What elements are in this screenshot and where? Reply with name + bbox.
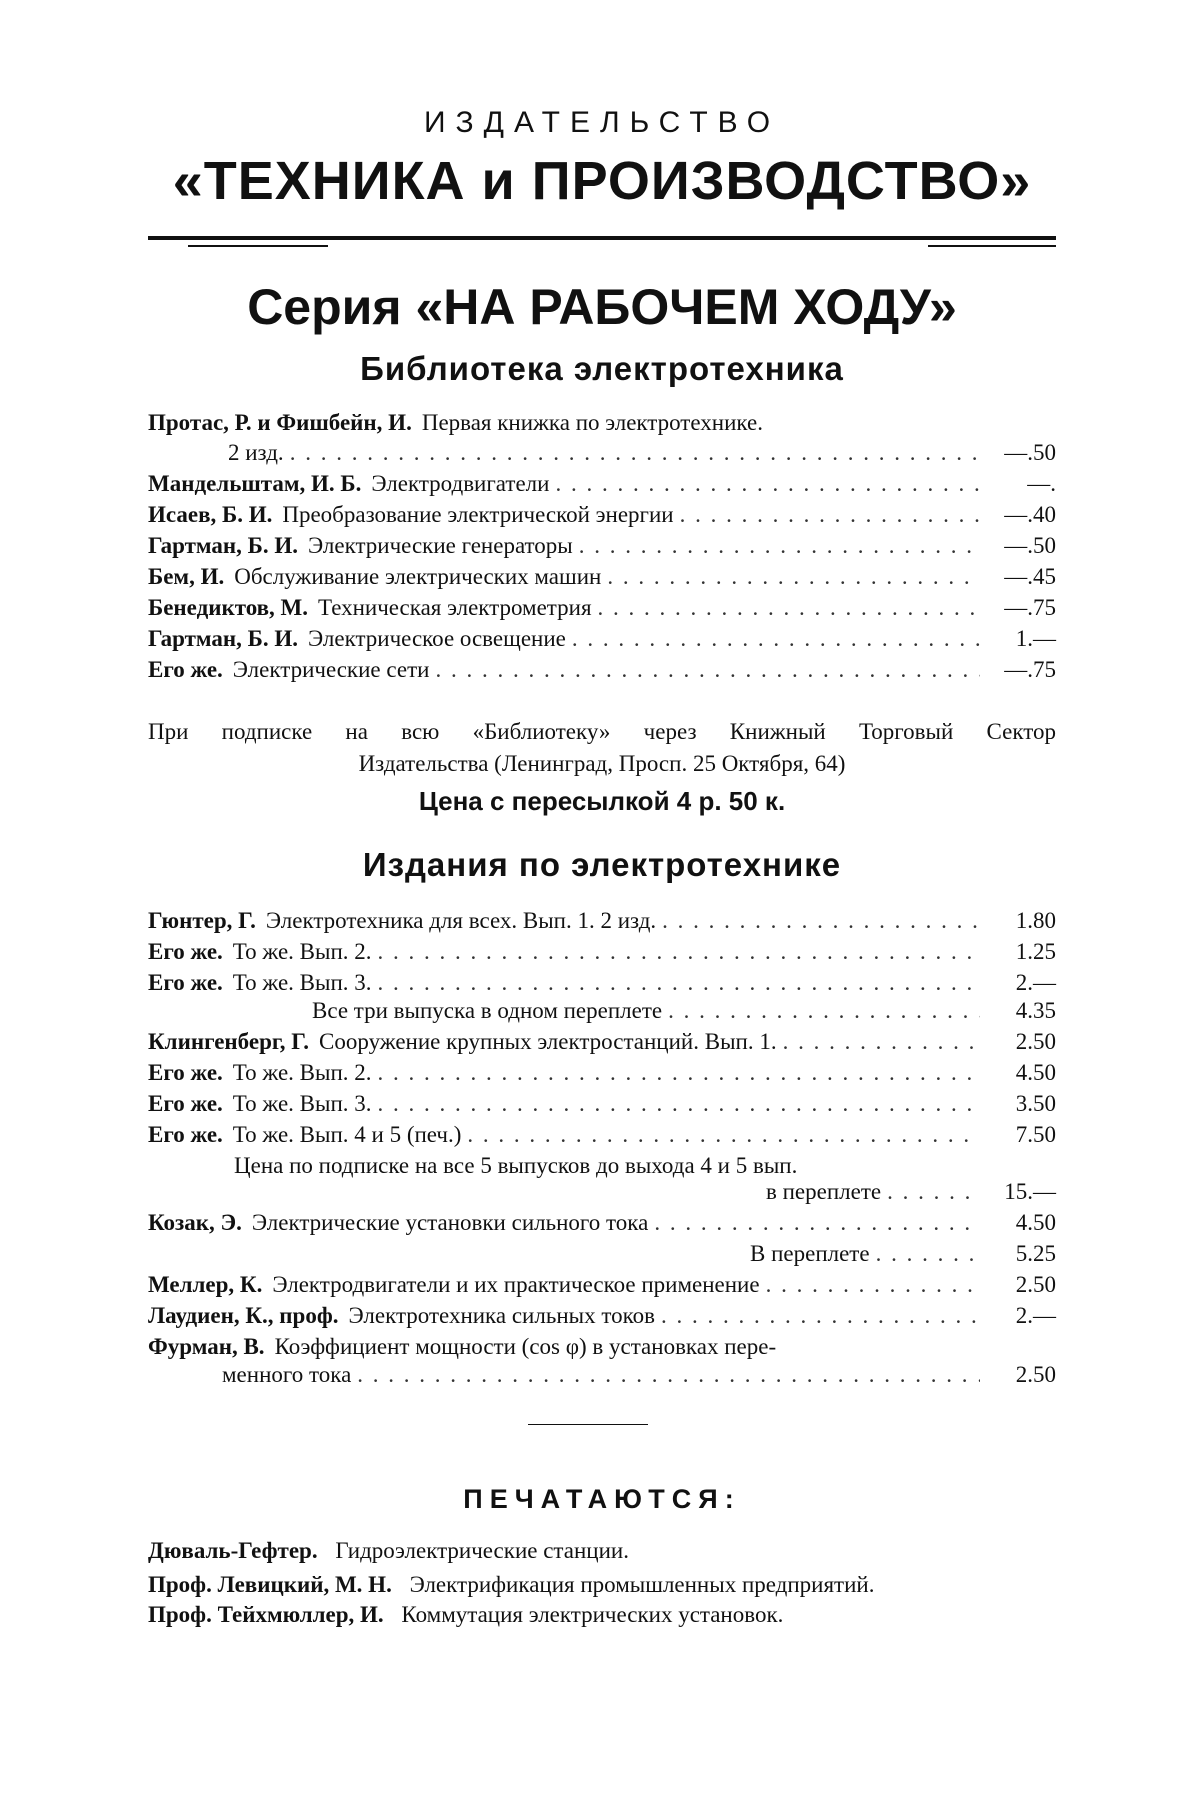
entry-title: менного тока [222, 1362, 352, 1387]
entry-title: Электротехника сильных токов [348, 1303, 655, 1328]
leader-dots [607, 562, 980, 592]
forthcoming-entry [148, 1570, 1056, 1600]
entry-author: Козак, Э. [148, 1210, 242, 1235]
leader-dots [887, 1177, 980, 1207]
leader-dots [378, 1089, 980, 1119]
entry-price: 5.25 [1015, 1241, 1056, 1266]
publisher-name: «ТЕХНИКА и ПРОИЗВОДСТВО» [172, 151, 1032, 211]
entry-price: —.75 [1004, 657, 1056, 682]
entry-price: 1.80 [1015, 908, 1056, 933]
forthcoming-title: ПЕЧАТАЮТСЯ: [463, 1484, 741, 1514]
entry-author: Гюнтер, Г. [148, 908, 256, 933]
library-title: Библиотека электротехника [360, 350, 844, 387]
leader-dots [783, 1027, 980, 1057]
entry-price: 7.50 [1015, 1122, 1056, 1147]
entry-author: Его же. [148, 657, 223, 682]
entry-title: Электрификация промышленных предприятий. [409, 1572, 875, 1597]
entry-price: 2.50 [1015, 1029, 1056, 1054]
leader-dots [435, 655, 980, 685]
entry-title: Сооружение крупных электростанций. Вып. 1. [319, 1029, 777, 1054]
electro-entry [148, 906, 1056, 936]
catalog-page [148, 0, 1056, 1800]
entry-title: Электротехника для всех. Вып. 1. 2 изд. [265, 908, 657, 933]
leader-dots [579, 531, 980, 561]
publisher-label: ИЗДАТЕЛЬСТВО [423, 106, 781, 139]
entry-author: Протас, Р. и Фишбейн, И. [148, 410, 412, 435]
electro-entry [148, 1239, 1056, 1269]
entry-author: Лаудиен, К., проф. [148, 1303, 339, 1328]
entry-author: Бенедиктов, М. [148, 595, 309, 620]
entry-price: 4.35 [1015, 998, 1056, 1023]
entry-title: То же. Вып. 2. [232, 1060, 372, 1085]
leader-dots [766, 1270, 980, 1300]
entry-author: Исаев, Б. И. [148, 502, 273, 527]
entry-price: 2.— [1015, 970, 1056, 995]
leader-dots [378, 1058, 980, 1088]
library-entry [148, 531, 1056, 561]
entry-title: Первая книжка по электротехнике. [421, 410, 763, 435]
library-entry [148, 408, 1056, 438]
entry-author: Его же. [148, 939, 223, 964]
entry-price: —.50 [1004, 533, 1056, 558]
electro-entry [148, 1208, 1056, 1238]
header-rule [148, 236, 1056, 240]
leader-dots [290, 438, 980, 468]
leader-dots [598, 593, 980, 623]
entry-price: —.45 [1004, 564, 1056, 589]
entry-title: Преобразование электрической энергии [282, 502, 674, 527]
entry-title: в переплете [766, 1179, 882, 1204]
leader-dots [661, 1301, 980, 1331]
series-title: Серия «НА РАБОЧЕМ ХОДУ» [247, 279, 957, 335]
entry-price: —.50 [1004, 440, 1056, 465]
entry-title: Электродвигатели и их практическое применение [272, 1272, 760, 1297]
library-entry [148, 593, 1056, 623]
entry-author: Дюваль-Гефтер. [148, 1538, 318, 1563]
entry-title: В переплете [750, 1241, 870, 1266]
entry-author: Гартман, Б. И. [148, 626, 299, 651]
entry-title: Обслуживание электрических машин [234, 564, 602, 589]
header-rule-fragment [188, 245, 328, 247]
leader-dots [662, 906, 980, 936]
entry-author: Клингенберг, Г. [148, 1029, 310, 1054]
entry-price: 2.50 [1015, 1362, 1056, 1387]
electro-entry [148, 1177, 1056, 1207]
entry-price: —.40 [1004, 502, 1056, 527]
subscription-price: Цена с пересылкой 4 р. 50 к. [418, 786, 786, 816]
library-entry [148, 562, 1056, 592]
section-divider [528, 1424, 648, 1425]
entry-title: Все три выпуска в одном переплете [312, 998, 663, 1023]
entry-title: То же. Вып. 3. [232, 1091, 372, 1116]
electro-entry [148, 1089, 1056, 1119]
entry-author: Гартман, Б. И. [148, 533, 299, 558]
electro-entry [148, 996, 1056, 1026]
entry-price: 2.50 [1015, 1272, 1056, 1297]
leader-dots [680, 500, 980, 530]
entry-title: То же. Вып. 3. [232, 970, 372, 995]
subscription-note: При подписке на всю «Библиотеку» через Книжный Торговый Сектор [148, 719, 1056, 744]
entry-title: Техническая электрометрия [318, 595, 592, 620]
entry-price: —. [1027, 471, 1056, 496]
electro-entry [148, 968, 1056, 998]
library-entry [148, 469, 1056, 499]
entry-price: —.75 [1004, 595, 1056, 620]
electro-entry [148, 1301, 1056, 1331]
leader-dots [876, 1239, 980, 1269]
entry-title: Электрическое освещение [308, 626, 566, 651]
entry-author: Проф. Тейхмюллер, И. [148, 1602, 384, 1627]
entry-author: Бем, И. [148, 564, 225, 589]
leader-dots [572, 624, 980, 654]
entry-title: Коэффициент мощности (cos φ) в установках пере- [274, 1334, 777, 1359]
entry-title: Электродвигатели [371, 471, 550, 496]
electro-entry [148, 1120, 1056, 1150]
entry-author: Его же. [148, 1091, 223, 1116]
entry-price: 15.— [1004, 1179, 1056, 1204]
entry-title: Электрические установки сильного тока [251, 1210, 649, 1235]
electro-entry [148, 1058, 1056, 1088]
entry-price: 4.50 [1015, 1060, 1056, 1085]
entry-price: 1.— [1015, 626, 1056, 651]
entry-title: Гидроэлектрические станции. [335, 1538, 629, 1563]
electro-entry [148, 1360, 1056, 1390]
leader-dots [668, 996, 980, 1026]
leader-dots [555, 469, 980, 499]
library-entry [148, 624, 1056, 654]
electro-entry [148, 1270, 1056, 1300]
forthcoming-entry [148, 1600, 1056, 1630]
leader-dots [467, 1120, 980, 1150]
electro-section-title: Издания по электротехнике [362, 846, 842, 883]
entry-author: Фурман, В. [148, 1334, 265, 1359]
entry-price: 3.50 [1015, 1091, 1056, 1116]
leader-dots [378, 937, 980, 967]
library-entry [148, 438, 1056, 468]
forthcoming-entry [148, 1536, 1056, 1566]
entry-title: 2 изд. [228, 440, 284, 465]
entry-price: 1.25 [1015, 939, 1056, 964]
entry-author: Его же. [148, 970, 223, 995]
entry-title: То же. Вып. 2. [232, 939, 372, 964]
entry-author: Проф. Левицкий, М. Н. [148, 1572, 392, 1597]
entry-title: Коммутация электрических установок. [401, 1602, 784, 1627]
entry-author: Его же. [148, 1122, 223, 1147]
leader-dots [378, 968, 980, 998]
entry-price: 2.— [1015, 1303, 1056, 1328]
header-rule-fragment [928, 245, 1056, 247]
entry-author: Его же. [148, 1060, 223, 1085]
entry-title: Электрические генераторы [308, 533, 573, 558]
leader-dots [357, 1360, 980, 1390]
electro-entry [148, 1027, 1056, 1057]
entry-title: Цена по подписке на все 5 выпусков до выхода 4 и 5 вып. [234, 1153, 798, 1178]
electro-entry [148, 1332, 1056, 1362]
entry-title: То же. Вып. 4 и 5 (печ.) [232, 1122, 462, 1147]
subscription-note: Издательства (Ленинград, Просп. 25 Октября, 64) [358, 751, 846, 776]
library-entry [148, 500, 1056, 530]
library-entry [148, 655, 1056, 685]
entry-author: Мандельштам, И. Б. [148, 471, 362, 496]
electro-entry [148, 937, 1056, 967]
leader-dots [654, 1208, 980, 1238]
entry-price: 4.50 [1015, 1210, 1056, 1235]
entry-author: Меллер, К. [148, 1272, 263, 1297]
entry-title: Электрические сети [232, 657, 430, 682]
